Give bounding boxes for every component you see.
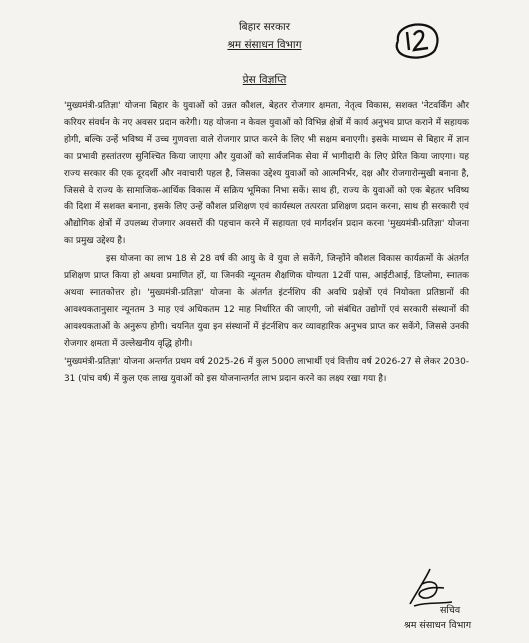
paragraph-objective: 'मुख्यमंत्री-प्रतिज्ञा' योजना बिहार के युवाओं को उन्नत कौशल, बेहतर रोजगार क्षमता, नेतृत्व विकास, सशक्त 'नेटवर्किंग और करियर संवर्धन के नए अवसर प्रदान करेगी। यह योजना न केवल युवाओं को विभिन्न क्षेत्रों में कार्य अनुभव प्राप्त कराने में सहायक होगी, बल्कि उन्हें भविष्य में उच्च गुणवत्ता वाले रोजगार प्राप्त करने के लिए भी सक्षम बनाएगी। इसके माध्यम से बिहार में ज्ञान का प्रभावी हस्तांतरण सुनिश्चित किया जाएगा और युवाओं को सार्वजनिक सेवा में भागीदारी के लिए प्रेरित किया जाएगा। यह राज्य सरकार की एक दूरदर्शी और नवाचारी पहल है, जिसका उद्देश्य युवाओं को आत्मनिर्भर, दक्ष और रोजगारोन्मुखी बनाना है, जिससे वे राज्य के सामाजिक-आर्थिक विकास में सक्रिय भूमिका निभा सकें। साथ ही, राज्य के युवाओं को एक बेहतर भविष्य की दिशा में सशक्त बनाना, इसके लिए उन्हें कौशल प्रशिक्षण एवं कार्यस्थल तत्परता प्रशिक्षण प्रदान करना, साथ ही सरकारी एवं औद्योगिक क्षेत्रों में उपलब्ध रोजगार अवसरों की पहचान करने में सहायता एवं मार्गदर्शन प्रदान करना 'मुख्यमंत्री-प्रतिज्ञा' योजना का प्रमुख उद्देश्य है। — [64, 101, 469, 247]
paragraph-target: 'मुख्यमंत्री-प्रतिज्ञा' योजना अन्तर्गत प्रथम वर्ष 2025-26 में कुल 5000 लाभार्थी एवं वित्तीय वर्ष 2026-27 से लेकर 2030-31 (पांच वर्ष) में कुल एक लाख युवाओं को इस योजनान्तर्गत लाभ प्रदान करने का लक्ष्य रखा गया है। — [64, 356, 469, 384]
handwritten-number-stamp — [390, 22, 442, 60]
signatory-department: श्रम संसाधन विभाग — [404, 620, 472, 631]
doc-type-heading: प्रेस विज्ञप्ति — [242, 74, 287, 86]
government-heading: बिहार सरकार — [238, 21, 291, 33]
press-release-body — [64, 98, 469, 387]
department-heading: श्रम संसाधन विभाग — [227, 39, 302, 51]
signatory-title: सचिव — [440, 605, 461, 616]
paragraph-eligibility: इस योजना का लाभ 18 से 28 वर्ष की आयु के वे युवा ले सकेंगे, जिन्होंने कौशल विकास कार्यक्रमों के अंतर्गत प्रशिक्षण प्राप्त किया हो अथवा प्रमाणित हों, या जिनकी न्यूनतम शैक्षणिक योग्यता 12वीं पास, आईटीआई, डिप्लोमा, स्नातक अथवा स्नातकोत्तर हो। 'मुख्यमंत्री-प्रतिज्ञा' योजना के अंतर्गत इंटर्नशिप की अवधि प्रक्षेत्रों एवं नियोक्ता प्रतिष्ठानों की आवश्यकतानुसार न्यूनतम 3 माह एवं अधिकतम 12 माह निर्धारित की जाएगी, जो संबंधित उद्योगों एवं सरकारी संस्थानों की आवश्यकताओं के अनुरूप होगी। चयनित युवा इन संस्थानों में इंटर्नशिप कर व्यावहारिक अनुभव प्राप्त कर सकेंगे, जिससे उनकी रोजगार क्षमता में उल्लेखनीय वृद्धि होगी। — [64, 254, 469, 349]
